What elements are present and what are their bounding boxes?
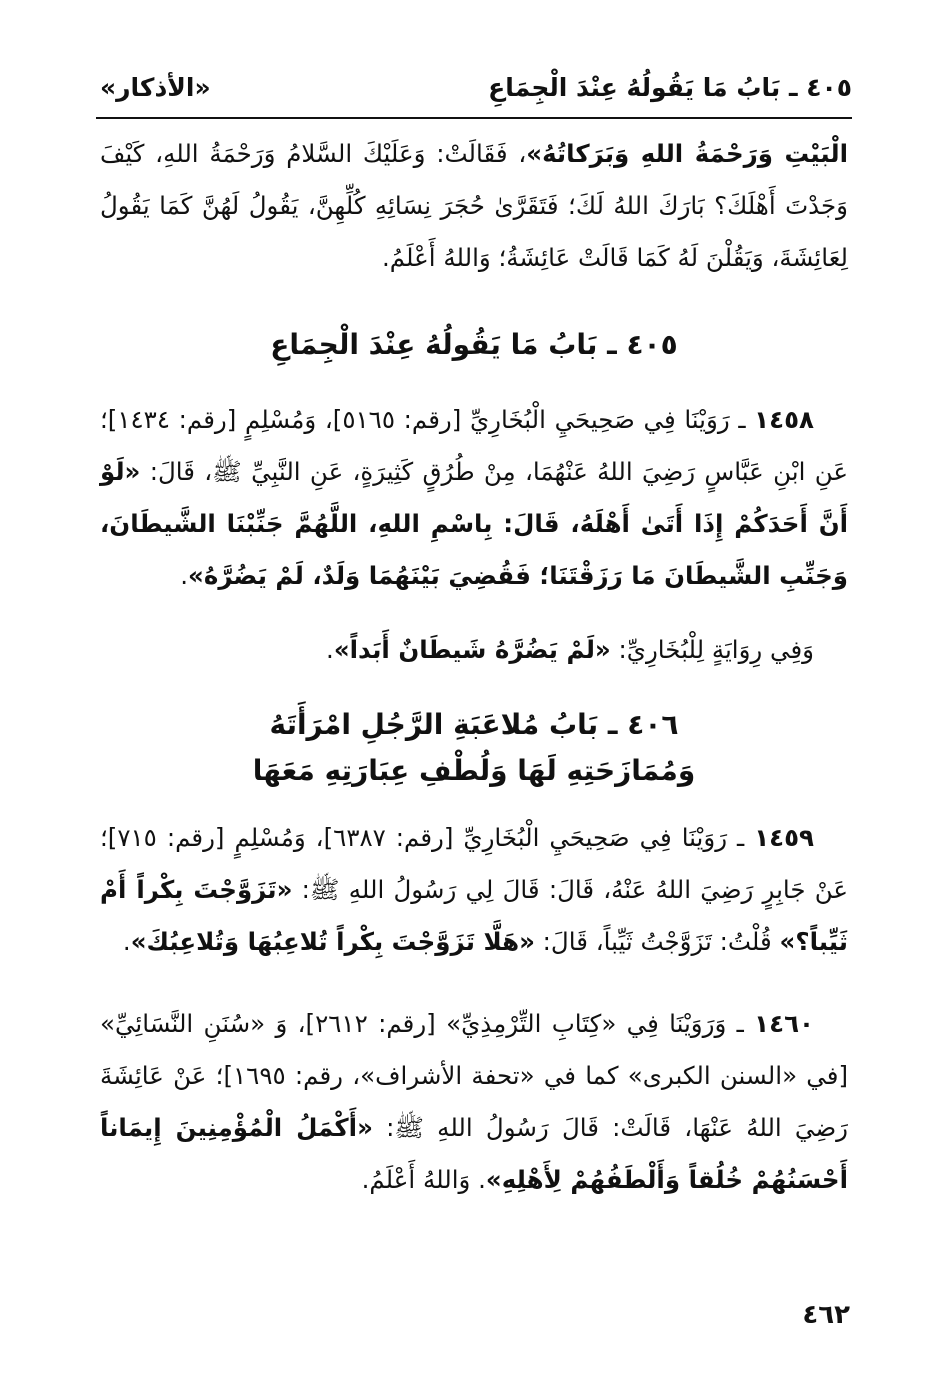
hadith-text: ـ رَوَيْنَا فِي صَحِيحَيِ الْبُخَارِيِّ [رقم: ٥١٦٥]، وَمُسْلِمٍ [رقم: ١٤٣٤]؛ عَنِ ابْنِ عَبَّاسٍ رَضِيَ اللهُ عَنْهُمَا، مِنْ طُرُقٍ كَثِيرَةٍ، عَنِ النَّبِيِّ ﷺ، قَالَ: (100, 405, 848, 486)
quoted-text: الْبَيْتِ وَرَحْمَةُ اللهِ وَبَرَكاتُهُ» (526, 139, 848, 168)
hadith-quote: «لَوْ أَنَّ أَحَدَكُمْ إِذَا أَتَىٰ أَهْلَهُ، قَالَ: بِاسْمِ اللهِ، اللَّهُمَّ جَنِّبْنَا الشَّيطَانَ، وَجَنِّبِ الشَّيطَانَ مَا رَزَقْتَنَا؛ فَقُضِيَ بَيْنَهُمَا وَلَدٌ، لَمْ يَضُرَّهُ» (100, 457, 848, 590)
hadith-end: . (180, 561, 189, 590)
hadith-end: . (122, 927, 131, 956)
running-header (100, 62, 852, 112)
hadith-quote: «هَلَّا تَزَوَّجْتَ بِكْراً تُلاعِبُهَا وَتُلاعِبُكَ» (130, 927, 535, 956)
hadith-1459 (100, 812, 848, 968)
chapter-heading-405: ٤٠٥ ـ بَابُ مَا يَقُولُهُ عِنْدَ الْجِمَاعِ (270, 328, 678, 361)
riwaya-end: . (326, 635, 334, 664)
hadith-1458 (100, 394, 848, 602)
riwaya-quote: «لَمْ يَضُرَّهُ شَيطَانٌ أَبَداً» (333, 635, 611, 664)
hadith-quote: «أَكْمَلُ الْمُؤْمِنِينَ إِيمَاناً أَحْسَنُهُمْ خُلُقاً وَأَلْطَفُهُمْ لِأَهْلِهِ» (100, 1113, 848, 1194)
riwaya-bukhari (100, 624, 848, 676)
hadith-number: ١٤٥٨ (754, 405, 814, 434)
hadith-quote: «تَزَوَّجْتَ بِكْراً أَمْ ثَيِّباً؟» (100, 875, 848, 956)
hadith-end: . وَاللهُ أَعْلَمُ. (361, 1165, 486, 1194)
continued-paragraph (100, 128, 848, 284)
hadith-number: ١٤٥٩ (754, 823, 815, 852)
hadith-text: ـ رَوَيْنَا فِي صَحِيحَيِ الْبُخَارِيِّ [رقم: ٦٣٨٧]، وَمُسْلِمٍ [رقم: ٧١٥]؛ عَنْ جَابِرٍ رَضِيَ اللهُ عَنْهُ، قَالَ: قَالَ لِي رَسُولُ اللهِ ﷺ: (100, 823, 848, 904)
paragraph-text: ، فَقَالَتْ: وَعَلَيْكَ السَّلامُ وَرَحْمَةُ اللهِ، كَيْفَ وَجَدْتَ أَهْلَكَ؟ بَارَكَ اللهُ لَكَ؛ فَتَقَرَّىٰ حُجَرَ نِسَائِهِ كُلِّهِنَّ، يَقُولُ لَهُنَّ كَمَا يَقُولُ لِعَائِشَةَ، وَيَقُلْنَ لَهُ كَمَا قَالَتْ عَائِشَةُ؛ وَاللهُ أَعْلَمُ. (100, 139, 848, 272)
page-number: ٤٦٢ (802, 1300, 850, 1330)
hadith-text: ـ وَرَوَيْنَا فِي «كِتَابِ التِّرْمِذِيِّ» [رقم: ٢٦١٢]، وَ «سُنَنِ النَّسَائِيِّ» [في «السنن الكبرى» كما في «تحفة الأشراف»، رقم: ١٦٩٥]؛ عَنْ عَائِشَةَ رَضِيَ اللهُ عَنْهَا، قَالَتْ: قَالَ رَسُولُ اللهِ ﷺ: (100, 1009, 848, 1142)
chapter-running-title: ٤٠٥ ـ بَابُ مَا يَقُولُهُ عِنْدَ الْجِمَاعِ (488, 72, 852, 102)
header-divider (96, 117, 852, 119)
page-body (100, 128, 848, 1206)
hadith-1460 (100, 998, 848, 1206)
riwaya-text: وَفِي رِوَايَةٍ لِلْبُخَارِيِّ: (610, 635, 814, 664)
book-running-title: «الأذكار» (100, 72, 211, 102)
chapter-heading-406-line2: وَمُمَازَحَتِهِ لَهَا وَلُطْفِ عِبَارَتِهِ مَعَهَا (252, 754, 696, 787)
hadith-text: قُلْتُ: تَزَوَّجْتُ ثَيِّباً، قَالَ: (534, 927, 780, 956)
hadith-number: ١٤٦٠ (754, 1009, 814, 1038)
chapter-heading-406-line1: ٤٠٦ ـ بَابُ مُلاعَبَةِ الرَّجُلِ امْرَأَتَهُ (269, 708, 679, 741)
